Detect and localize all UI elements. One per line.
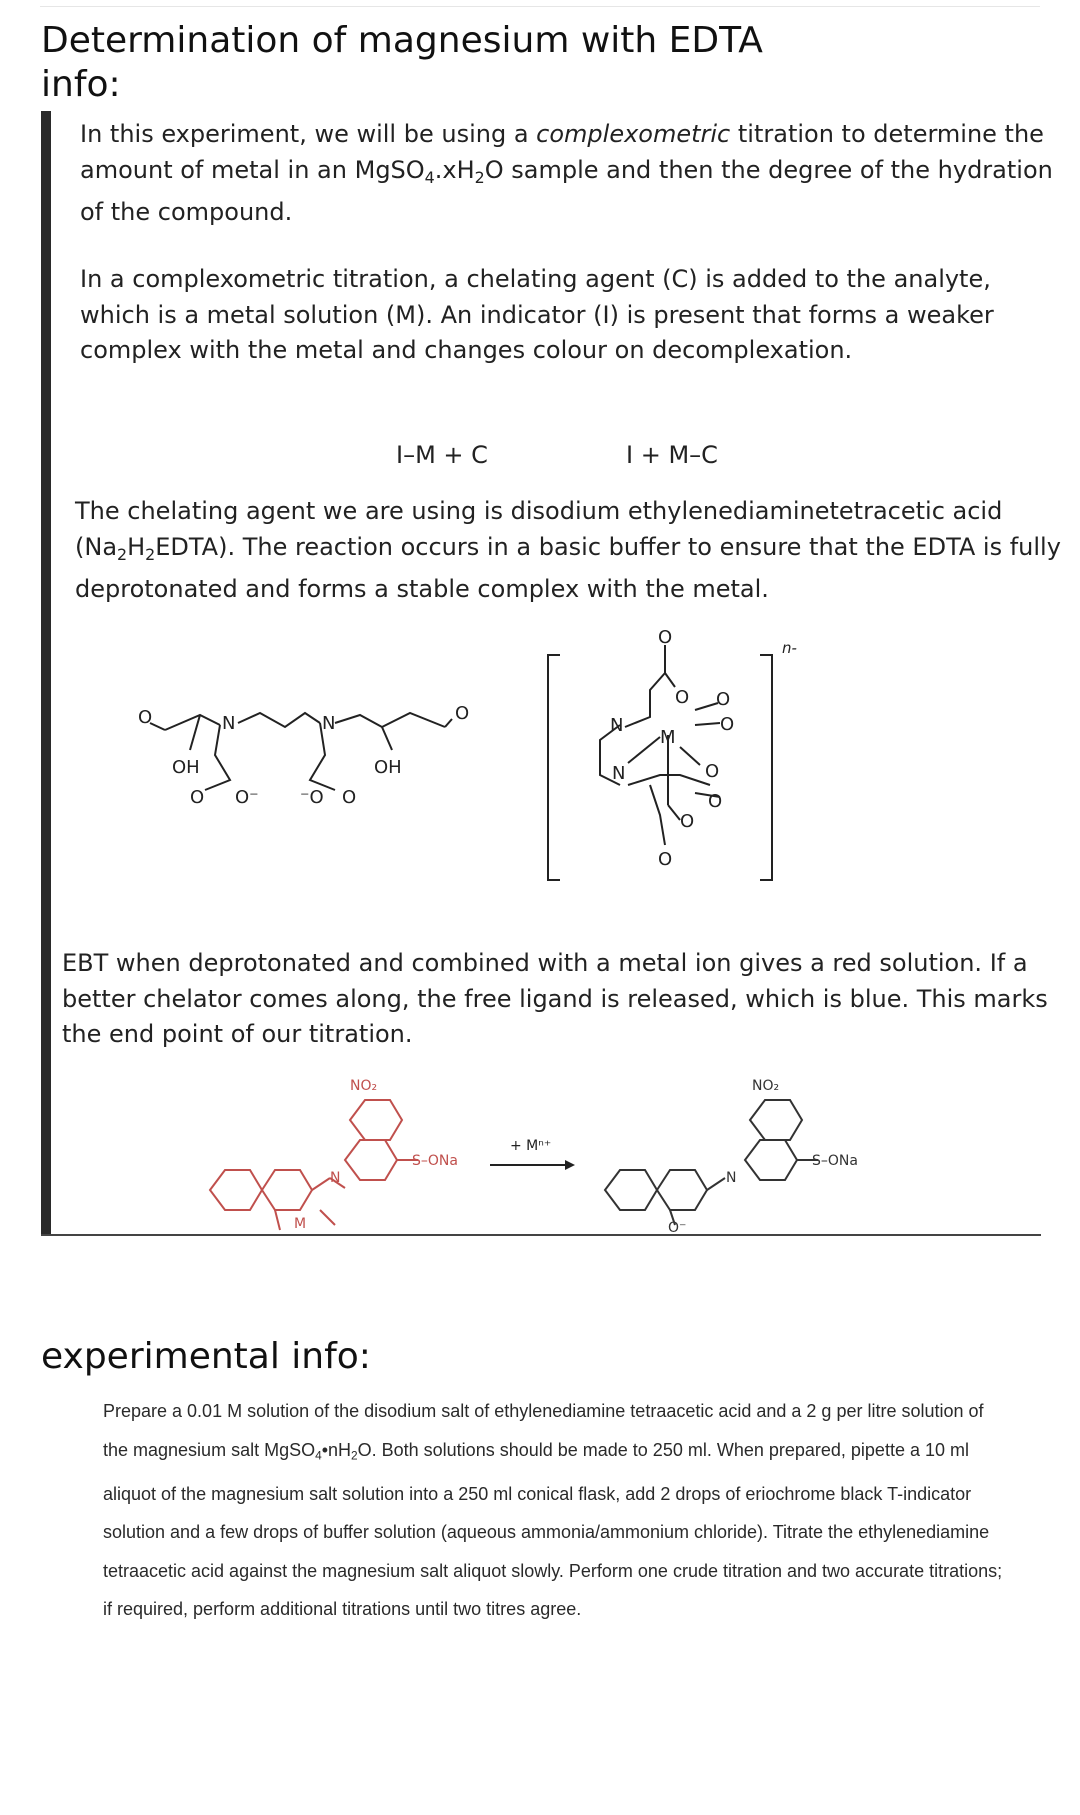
atom-N-2: N	[322, 713, 336, 734]
edta-structure-diagram	[120, 615, 880, 900]
atom-O-1: O	[138, 707, 153, 728]
ebt-metal-complex	[210, 1100, 418, 1230]
atom-OH-1: OH	[172, 757, 200, 778]
ebt-complex-M: M	[294, 1216, 307, 1232]
complex-atom-O-4: O	[720, 714, 735, 735]
atom-O-4: O	[342, 787, 357, 808]
complex-atom-O-6: O	[680, 811, 695, 832]
top-divider	[40, 6, 1040, 7]
atom-O-minus-1: O⁻	[235, 787, 259, 808]
page-title: Determination of magnesium with EDTA	[41, 20, 763, 61]
ebt-complex-no2: NO₂	[350, 1078, 378, 1094]
reaction-arrowhead	[565, 1160, 575, 1170]
atom-OH-2: OH	[374, 757, 402, 778]
reaction-reagent: + Mⁿ⁺	[510, 1138, 552, 1154]
quote-bar	[41, 111, 51, 1236]
chelating-agent-paragraph: The chelating agent we are using is disodium ethylenediaminetetracetic acid $(Na_2H_2EDTA)$. The reaction occurs in a basic buffer to ensure that the EDTA is fully deprotonated and forms a stable complex with the metal.	[75, 497, 1061, 603]
ebt-ligand-O-minus: O⁻	[668, 1220, 687, 1235]
ebt-free-ligand	[605, 1100, 818, 1225]
atom-O-3: O	[190, 787, 205, 808]
intro-paragraph: In this experiment, we will be using a complexometric titration to determine the amount of metal in an $MgSO_4.xH_2O$ sample and then the degree of the hydration of the compound.	[80, 120, 1053, 226]
atom-O-2: O	[455, 703, 470, 724]
complex-atom-O-bottom: O	[658, 849, 673, 870]
complex-atom-O-5: O	[705, 761, 720, 782]
complex-atom-O-7: O	[708, 791, 723, 812]
complex-atom-O-2: O	[675, 687, 690, 708]
experimental-heading: experimental info:	[41, 1336, 371, 1377]
complex-atom-N-1: N	[610, 715, 624, 736]
ebt-ligand-sona: S–ONa	[812, 1153, 858, 1169]
experimental-procedure: Prepare a 0.01 M solution of the disodium salt of ethylenediamine tetraacetic acid and a 2 g per litre solution of the magnesium salt $MgSO_4•nH_2O$. Both solutions should be made to 250 ml. When prepared, pipette a 10 ml aliquot of the magnesium salt solution into a 250 ml conical flask, add 2 drops of eriochrome black T-indicator solution and a few drops of buffer solution (aqueous ammonia/ammonium chloride). Titrate the ethylenediamine tetraacetic acid against the magnesium salt aliquot slowly. Perform one crude titration and two accurate titrations; if required, perform additional titrations until two titres agree.	[103, 1401, 1003, 1620]
equation-reactants: I–M + C	[396, 441, 488, 469]
atom-N-1: N	[222, 713, 236, 734]
complexometric-paragraph: In a complexometric titration, a chelating agent (C) is added to the analyte, which is a metal solution (M). An indicator (I) is present that forms a weaker complex with the metal and changes colour on decomplexation.	[80, 265, 994, 364]
edta-free-acid	[150, 713, 452, 790]
ebt-complex-N: N	[330, 1170, 341, 1186]
equation-products: I + M–C	[626, 441, 718, 469]
complex-atom-M: M	[660, 727, 676, 748]
complex-atom-O-top: O	[658, 627, 673, 648]
ebt-ligand-no2: NO₂	[752, 1078, 780, 1094]
ebt-reaction-diagram	[190, 1060, 1010, 1235]
ebt-paragraph: EBT when deprotonated and combined with a metal ion gives a red solution. If a better chelator comes along, the free ligand is released, which is blue. This marks the end point of our titration.	[62, 949, 1048, 1048]
complex-atom-N-2: N	[612, 763, 626, 784]
complex-atom-O-3: O	[716, 689, 731, 710]
edta-metal-complex	[548, 645, 772, 880]
page-subtitle: info:	[41, 64, 121, 105]
ebt-ligand-N: N	[726, 1170, 737, 1186]
atom-minus-O-1: ⁻O	[300, 787, 324, 808]
ebt-complex-sona: S–ONa	[412, 1153, 458, 1169]
complex-charge: n-	[782, 639, 797, 657]
